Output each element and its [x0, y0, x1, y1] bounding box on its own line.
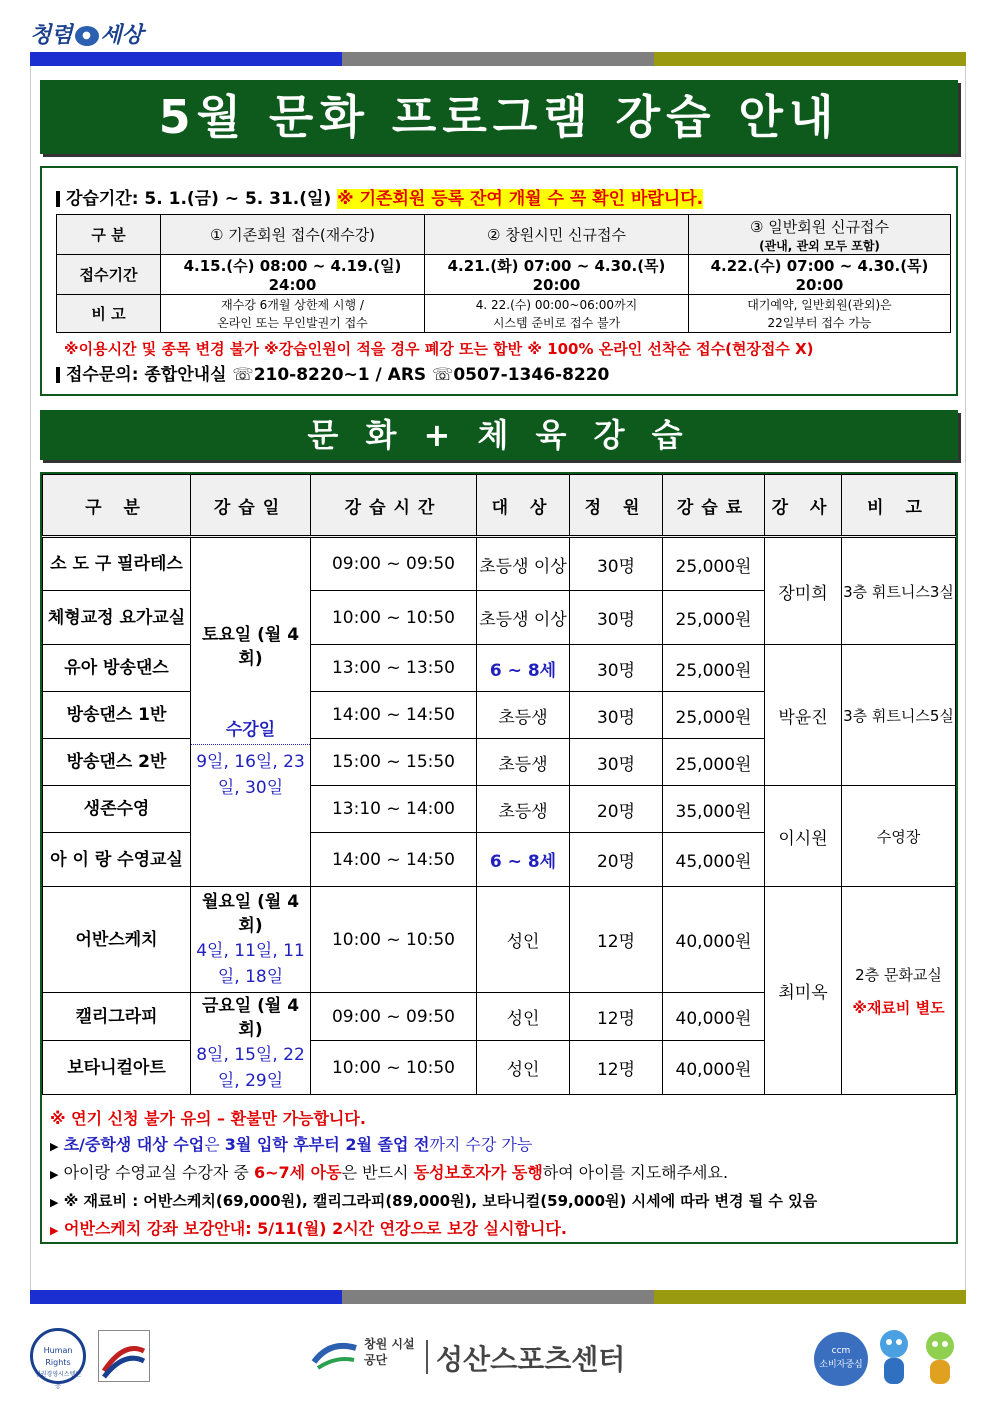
ccm-badge: ccm 소비자중심 — [814, 1332, 868, 1386]
instructor-cell: 이시원 — [765, 786, 842, 887]
table-row: 소 도 구 필라테스 토요일 (월 4회) 수강일 9일, 16일, 23일, 30일 09:00 ~ 09:50 초등생 이상 30명 25,000원 장미희 3층 휘트니스3실 — [43, 537, 956, 591]
table-row: 어반스케치 월요일 (월 4회) 4일, 11일, 11일, 18일 10:00 ~ 10:50 성인 12명 40,000원 최미옥 2층 문화교실 ※재료비 별도 — [43, 887, 956, 993]
page-title: 5월 문화 프로그램 강습 안내 — [40, 80, 958, 154]
warning-line: ※이용시간 및 종목 변경 불가 ※강습인원이 적을 경우 폐강 또는 합반 ※ 100% 온라인 선착순 접수(현장접수 X) — [64, 340, 814, 358]
footer — [0, 1318, 992, 1398]
reg-period-2: 4.21.(화) 07:00 ~ 4.30.(목) 20:00 — [425, 255, 689, 295]
reg-head-1: ① 기존회원 접수(재수강) — [161, 215, 425, 255]
top-color-bar — [30, 52, 966, 66]
notes-section — [50, 1106, 817, 1244]
reg-note-label: 비 고 — [57, 295, 161, 333]
col-head-category: 구 분 — [43, 475, 191, 537]
cert-logo — [98, 1330, 150, 1382]
reg-period-label: 접수기간 — [57, 255, 161, 295]
note-5: ▶ 어반스케치 강좌 보강안내: 5/11(월) 2시간 연강으로 보강 실시합니다. — [50, 1219, 567, 1238]
org-swoosh-icon — [310, 1338, 360, 1374]
brand-circle-icon: ● — [75, 26, 99, 46]
center-name: 성산스포츠센터 — [436, 1343, 626, 1376]
reg-note-3: 대기예약, 일반회원(관외)은 22일부터 접수 가능 — [689, 295, 951, 333]
reg-note-2: 4. 22.(수) 00:00~06:00까지 시스템 준비로 접수 불가 — [425, 295, 689, 333]
note-3: ▶ 아이랑 수영교실 수강자 중 6~7세 아동은 반드시 동성보호자가 동행하여 아이를 지도해주세요. — [50, 1163, 729, 1182]
bottom-color-bar — [30, 1290, 966, 1304]
program-table — [42, 474, 956, 1095]
registration-table — [56, 214, 951, 333]
reg-head-2: ② 창원시민 신규접수 — [425, 215, 689, 255]
table-row: 방송댄스 2반 15:00 ~ 15:50 초등생 30명 25,000원 — [43, 739, 956, 786]
col-head-time: 강습시간 — [311, 475, 477, 537]
col-head-remark: 비 고 — [842, 475, 956, 537]
table-row: 생존수영 13:10 ~ 14:00 초등생 20명 35,000원 이시원 수영장 — [43, 786, 956, 833]
reg-head-0: 구 분 — [57, 215, 161, 255]
table-row: 아 이 랑 수영교실 14:00 ~ 14:50 6 ~ 8세 20명 45,000원 — [43, 833, 956, 887]
col-head-capacity: 정 원 — [570, 475, 663, 537]
registration-info-box — [40, 166, 958, 396]
table-row: 캘리그라피 금요일 (월 4회) 8일, 15일, 22일, 29일 09:00 ~ 09:50 성인 12명 40,000원 — [43, 993, 956, 1041]
col-head-fee: 강습료 — [663, 475, 765, 537]
note-2: ▶ 초/중학생 대상 수업은 3월 입학 후부터 2월 졸업 전까지 수강 가능 — [50, 1135, 533, 1154]
col-head-instructor: 강 사 — [765, 475, 842, 537]
remark-cell: 2층 문화교실 ※재료비 별도 — [842, 887, 956, 1095]
remark-cell: 3층 휘트니스5실 — [842, 645, 956, 786]
instructor-cell: 박윤진 — [765, 645, 842, 786]
instructor-cell: 장미희 — [765, 537, 842, 645]
org-small-text: 창원 시설공단 — [364, 1337, 415, 1367]
col-head-day: 강습일 — [191, 475, 311, 537]
remark-cell: 3층 휘트니스3실 — [842, 537, 956, 645]
period-note: ※ 기존회원 등록 잔여 개월 수 꼭 확인 바랍니다. — [337, 189, 704, 209]
saturday-cell: 토요일 (월 4회) 수강일 9일, 16일, 23일, 30일 — [191, 537, 311, 887]
col-head-target: 대 상 — [477, 475, 570, 537]
contact-line: 접수문의: 종합안내실 ☏210-8220~1 / ARS ☏0507-1346-8220 — [56, 360, 609, 385]
brand-logo: 청렴 ● 세상 — [30, 23, 144, 48]
remark-cell: 수영장 — [842, 786, 956, 887]
org-logo — [310, 1338, 360, 1378]
reg-period-3: 4.22.(수) 07:00 ~ 4.30.(목) 20:00 — [689, 255, 951, 295]
table-row: 방송댄스 1반 14:00 ~ 14:50 초등생 30명 25,000원 — [43, 692, 956, 739]
table-row: 보타니컬아트 10:00 ~ 10:50 성인 12명 40,000원 — [43, 1041, 956, 1095]
reg-head-3: ③ 일반회원 신규접수 (관내, 관외 모두 포함) — [689, 215, 951, 255]
friday-cell: 금요일 (월 4회) 8일, 15일, 22일, 29일 — [191, 993, 311, 1095]
table-row: 체형교정 요가교실 10:00 ~ 10:50 초등생 이상 30명 25,000원 — [43, 591, 956, 645]
mascot-blue-icon — [876, 1326, 912, 1390]
program-box — [40, 472, 958, 1244]
table-row: 유아 방송댄스 13:00 ~ 13:50 6 ~ 8세 30명 25,000원 박윤진 3층 휘트니스5실 — [43, 645, 956, 692]
instructor-cell: 최미옥 — [765, 887, 842, 1095]
note-4: ▶ ※ 재료비 : 어반스케치(69,000원), 캘리그라피(89,000원), 보타니컬(59,000원) 시세에 따라 변경 될 수 있음 — [50, 1192, 818, 1210]
monday-cell: 월요일 (월 4회) 4일, 11일, 11일, 18일 — [191, 887, 311, 993]
note-1: ※ 연기 신청 불가 유의 – 환불만 가능합니다. — [50, 1109, 366, 1128]
section-title: 문 화 + 체 육 강 습 — [40, 410, 958, 460]
human-rights-logo: Human Rights 인권경영시스템인증 — [30, 1328, 86, 1384]
mascot-green-icon — [920, 1326, 960, 1390]
reg-note-1: 재수강 6개월 상한제 시행 / 온라인 또는 무인발권기 접수 — [161, 295, 425, 333]
reg-period-1: 4.15.(수) 08:00 ~ 4.19.(일) 24:00 — [161, 255, 425, 295]
period-line: 강습기간: 5. 1.(금) ~ 5. 31.(일) ※ 기존회원 등록 잔여 개월 수 꼭 확인 바랍니다. — [56, 184, 703, 209]
